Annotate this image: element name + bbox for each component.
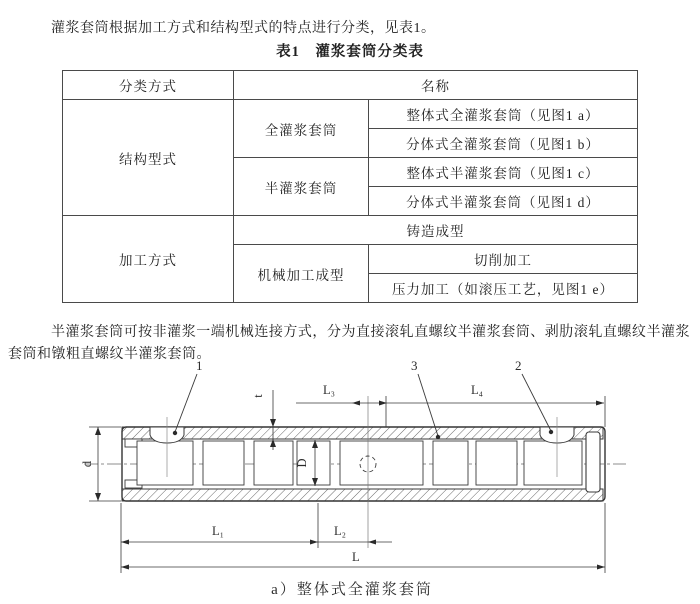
part-number-2: 2 [515,358,522,373]
dim-label-t: t [251,394,265,398]
figure-caption: a）整体式全灌浆套筒 [271,582,433,598]
classification-table [62,70,638,303]
table-row [63,71,638,100]
part-number-3: 3 [411,358,418,373]
dim-label-L1: L₁ [212,524,224,538]
dim-label-d: d [80,460,94,468]
cell-casting: 铸造成型 [234,216,638,245]
table-title: 表1 灌浆套筒分类表 [276,44,424,60]
dim-label-L4: L₄ [471,383,483,397]
header-classification: 分类方式 [63,71,234,100]
cell-machining: 机械加工成型 [234,245,369,303]
cell-full-split: 分体式全灌浆套筒（见图1 b） [369,129,638,158]
dim-label-L3: L₃ [323,383,335,397]
cell-pressing: 压力加工（如滚压工艺，见图1 e） [369,274,638,303]
cell-structure-type: 结构型式 [63,100,234,216]
cell-full-sleeve: 全灌浆套筒 [234,100,369,158]
table-row [63,100,638,129]
dim-label-L: L [352,550,360,564]
inner-chambers [137,441,582,485]
table-row [63,216,638,245]
cell-half-integral: 整体式半灌浆套筒（见图1 c） [369,158,638,187]
figure-1a-diagram [0,350,700,604]
cell-cutting: 切削加工 [369,245,638,274]
header-name: 名称 [234,71,638,100]
cell-full-integral: 整体式全灌浆套筒（见图1 a） [369,100,638,129]
part-number-1: 1 [196,358,203,373]
cell-half-sleeve: 半灌浆套筒 [234,158,369,216]
dim-label-L2: L₂ [334,524,346,538]
right-seal-ring [586,432,600,492]
dim-label-D: D [295,458,309,468]
note-paragraph: 半灌浆套筒可按非灌浆一端机械连接方式，分为直接滚轧直螺纹半灌浆套筒、剥肋滚轧直螺纹半灌浆套筒和镦粗直螺纹半灌浆套筒。 [8,325,690,362]
cell-process-type: 加工方式 [63,216,234,303]
intro-paragraph: 灌浆套筒根据加工方式和结构型式的特点进行分类，见表1。 [51,21,436,36]
cell-half-split: 分体式半灌浆套筒（见图1 d） [369,187,638,216]
